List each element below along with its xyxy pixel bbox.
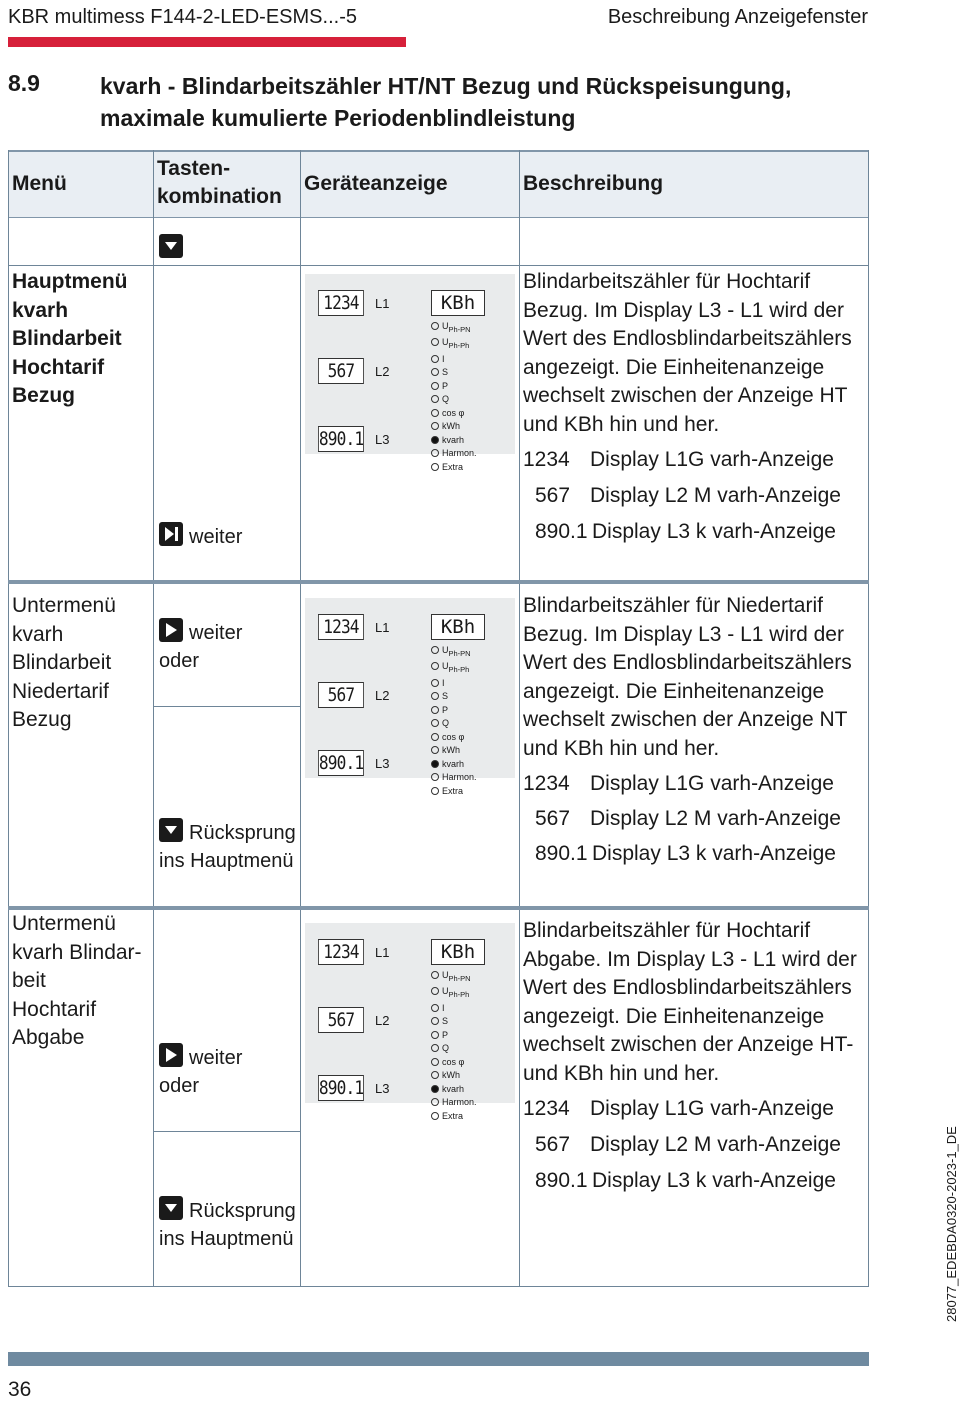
display-l2-label: L2 [375, 1013, 390, 1028]
display-l3-value: 890.1 [318, 428, 364, 450]
back-key[interactable]: Rücksprung ins Hauptmenü [159, 1196, 296, 1253]
table-rule [153, 1131, 301, 1132]
page-number: 36 [8, 1378, 32, 1401]
display-l1-label: L1 [375, 296, 390, 311]
display-l2-label: L2 [375, 688, 390, 703]
display-l3-label: L3 [375, 432, 390, 447]
device-display [305, 598, 515, 796]
display-l2-value: 567 [318, 682, 364, 708]
table-border-bottom [8, 1286, 869, 1287]
down-icon [159, 818, 183, 842]
menu-cell: Untermenü kvarh Blindarbeit Niedertarif Bezug [12, 594, 116, 731]
display-l2-value: 567 [318, 358, 364, 384]
display-l1-value: 1234 [318, 614, 364, 640]
step-forward-icon [159, 522, 183, 546]
header-product: KBR multimess F144-2-LED-ESMS...-5 [8, 6, 357, 28]
header-section: Beschreibung Anzeigefenster [607, 6, 868, 28]
down-icon [159, 1196, 183, 1220]
display-unit: KBh [431, 290, 485, 316]
value-list: 1234 Display L1G varh-Anzeige 567 Display L2 M varh-Anzeige 890.1 Display L3 k varh-Anzeige [523, 448, 841, 543]
col-header-display: Geräteanzeige [304, 172, 448, 195]
display-l2-value: 567 [318, 1007, 364, 1033]
section-title: kvarh - Blindarbeitszähler HT/NT Bezug und Rückspeisungung, maximale kumulierte Periodenblindleistung [100, 73, 792, 131]
down-key-icon [159, 234, 189, 260]
back-key[interactable]: Rücksprung ins Hauptmenü [159, 818, 296, 875]
table-border-left [8, 150, 9, 1287]
document-id: 28077_EDEBDA0320-2023-1_DE [944, 1126, 959, 1322]
next-key[interactable]: weiter oder [159, 1043, 242, 1100]
display-l1-label: L1 [375, 620, 390, 635]
display-unit: KBh [431, 939, 485, 965]
display-l3-value: 890.1 [318, 752, 364, 774]
display-l1-label: L1 [375, 945, 390, 960]
table-border-right [868, 150, 869, 1287]
table-rule-thick [8, 580, 869, 584]
next-step-key[interactable]: weiter [159, 522, 242, 551]
table-divider [153, 150, 154, 1287]
display-l2-label: L2 [375, 364, 390, 379]
value-list: 1234 Display L1G varh-Anzeige 567 Display L2 M varh-Anzeige 890.1 Display L3 k varh-Anzeige [523, 772, 841, 865]
header-accent-bar [8, 37, 406, 47]
display-l3-label: L3 [375, 756, 390, 771]
menu-cell: Untermenü kvarh Blindar- beit Hochtarif Abgabe [12, 912, 142, 1049]
menu-cell: Hauptmenü kvarh Blindarbeit Hochtarif Bezug [12, 270, 128, 407]
description-text: Blindarbeitszähler für Hochtarif Bezug. Im Display L3 - L1 wird der Wert des Endlosblindarbeitszählers angezeigt. Die Einheitenanzeige wechselt zwischen der Anzeige HT und KBh hin und her. [523, 270, 852, 436]
value-list: 1234 Display L1G varh-Anzeige 567 Display L2 M varh-Anzeige 890.1 Display L3 k varh-Anzeige [523, 1097, 841, 1192]
table-rule [8, 265, 869, 266]
display-l3-label: L3 [375, 1081, 390, 1096]
display-l1-value: 1234 [318, 290, 364, 316]
col-header-keys: Tasten- kombination [157, 157, 282, 208]
indicator-list: $U_{Ph-PN}$ $U_{Ph-Ph}$ I S P Q cos φ kWh kvarh Harmon. Extra [431, 644, 477, 798]
table-rule [153, 706, 301, 707]
display-l3-value: 890.1 [318, 1077, 364, 1099]
table-divider [519, 150, 520, 1287]
next-key[interactable]: weiter oder [159, 618, 242, 675]
footer-bar [8, 1352, 869, 1366]
col-header-description: Beschreibung [523, 172, 664, 195]
col-header-menu: Menü [12, 172, 67, 195]
device-display [305, 923, 515, 1121]
play-icon [159, 1043, 183, 1067]
instruction-table [8, 150, 869, 1287]
device-display [305, 274, 515, 472]
display-l1-value: 1234 [318, 939, 364, 965]
indicator-list: $U_{Ph-PN}$ $U_{Ph-Ph}$ I S P Q cos φ kWh kvarh Harmon. Extra [431, 320, 477, 474]
section-number: 8.9 [8, 70, 40, 96]
indicator-list: $U_{Ph-PN}$ $U_{Ph-Ph}$ I S P Q cos φ kWh kvarh Harmon. Extra [431, 969, 477, 1123]
description-text: Blindarbeitszähler für Niedertarif Bezug. Im Display L3 - L1 wird der Wert des Endlosblindarbeitszählers angezeigt. Die Einheitenanzeige wechselt zwischen der Anzeige NT und KBh hin und her. [523, 594, 852, 760]
description-text: Blindarbeitszähler für Hochtarif Abgabe. Im Display L3 - L1 wird der Wert des Endlosblindarbeitszählers angezeigt. Die Einheitenanzeige wechselt zwischen der Anzeige HT- und KBh hin und her. [523, 919, 857, 1085]
play-icon [159, 618, 183, 642]
table-divider [300, 150, 301, 1287]
display-unit: KBh [431, 614, 485, 640]
